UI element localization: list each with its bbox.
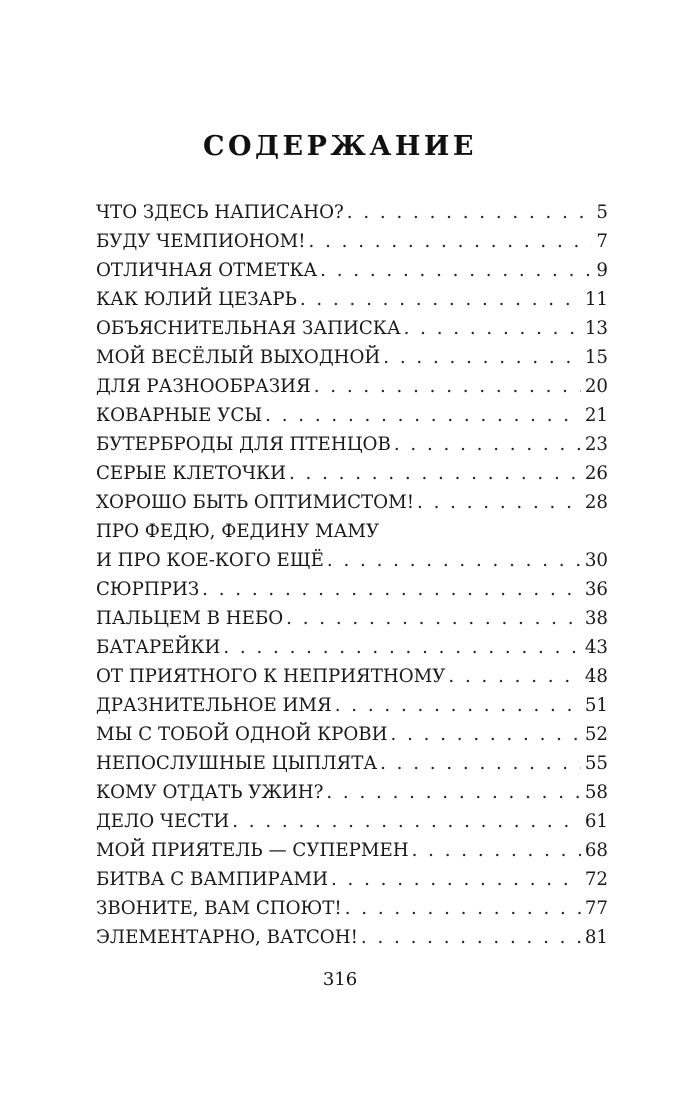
dot-leader	[202, 575, 581, 604]
toc-entry-title: КОВАРНЫЕ УСЫ	[96, 401, 265, 430]
toc-entry-page: 77	[584, 898, 608, 919]
toc-entry	[96, 285, 608, 314]
toc-entry-page: 55	[584, 753, 608, 774]
toc-entry	[96, 865, 608, 894]
dot-leader	[300, 285, 581, 314]
toc-entry-page: 72	[584, 869, 608, 890]
toc-entry	[96, 836, 608, 865]
toc-entry-title: БУДУ ЧЕМПИОНОМ!	[96, 227, 309, 256]
dot-leader	[331, 865, 581, 894]
dot-leader	[361, 923, 581, 952]
dot-leader	[314, 372, 581, 401]
toc-entry-title-first-line	[96, 517, 608, 546]
page-title: СОДЕРЖАНИЕ	[203, 131, 477, 163]
page-number: 316	[322, 969, 358, 990]
toc-entry-page: 11	[584, 289, 608, 310]
toc-entry-page: 58	[584, 782, 608, 803]
toc-entry	[96, 604, 608, 633]
dot-leader	[327, 546, 581, 575]
toc-entry	[96, 720, 608, 749]
dot-leader	[335, 691, 581, 720]
toc-entry	[96, 807, 608, 836]
dot-leader	[347, 198, 593, 227]
toc-entry	[96, 430, 608, 459]
toc-entry-page: 51	[584, 695, 608, 716]
toc-entry	[96, 314, 608, 343]
dot-leader	[326, 778, 580, 807]
toc-entry-page: 23	[584, 434, 608, 455]
dot-leader	[380, 749, 581, 778]
toc-entry-title-line1: ПРО ФЕДЮ, ФЕДИНУ МАМУ	[96, 521, 380, 542]
dot-leader	[320, 256, 592, 285]
toc-entry-page: 28	[584, 492, 608, 513]
toc-entry-title: ХОРОШО БЫТЬ ОПТИМИСТОМ!	[96, 488, 417, 517]
toc-entry-page: 7	[596, 231, 608, 252]
toc-entry-title: НЕПОСЛУШНЫЕ ЦЫПЛЯТА	[96, 749, 380, 778]
toc-entry	[96, 401, 608, 430]
dot-leader	[232, 807, 581, 836]
toc-entry-page: 9	[596, 260, 608, 281]
toc-entry-page: 5	[596, 202, 608, 223]
toc-entry-title: МОЙ ВЕСЁЛЫЙ ВЫХОДНОЙ	[96, 343, 383, 372]
toc-entry-page: 20	[584, 376, 608, 397]
toc-entry-page: 48	[584, 666, 608, 687]
toc-entry-page: 21	[584, 405, 608, 426]
toc-entry-title: БАТАРЕЙКИ	[96, 633, 223, 662]
toc-entry-title: БИТВА С ВАМПИРАМИ	[96, 865, 331, 894]
toc-entry-title: ЗВОНИТЕ, ВАМ СПОЮТ!	[96, 894, 345, 923]
toc-entry-title: ОБЪЯСНИТЕЛЬНАЯ ЗАПИСКА	[96, 314, 404, 343]
toc-entry-page: 61	[584, 811, 608, 832]
toc-entry-title: МЫ С ТОБОЙ ОДНОЙ КРОВИ	[96, 720, 391, 749]
toc-entry-page: 38	[584, 608, 608, 629]
toc-entry-title: СЕРЫЕ КЛЕТОЧКИ	[96, 459, 289, 488]
toc-entry-page: 81	[584, 927, 608, 948]
dot-leader	[383, 343, 581, 372]
toc-entry-title: ОТ ПРИЯТНОГО К НЕПРИЯТНОМУ	[96, 662, 448, 691]
dot-leader	[448, 662, 580, 691]
toc-entry-title: ДЛЯ РАЗНООБРАЗИЯ	[96, 372, 314, 401]
toc-entry-title: КОМУ ОТДАТЬ УЖИН?	[96, 778, 326, 807]
dot-leader	[417, 488, 581, 517]
dot-leader	[289, 459, 581, 488]
toc-entry	[96, 227, 608, 256]
toc-entry	[96, 256, 608, 285]
dot-leader	[223, 633, 580, 662]
toc-entry-title: ЭЛЕМЕНТАРНО, ВАТСОН!	[96, 923, 361, 952]
dot-leader	[412, 836, 581, 865]
toc-entry-title: БУТЕРБРОДЫ ДЛЯ ПТЕНЦОВ	[96, 430, 394, 459]
toc-entry	[96, 372, 608, 401]
toc-entry-page: 15	[584, 347, 608, 368]
toc-entry-page: 13	[584, 318, 608, 339]
toc-entry	[96, 691, 608, 720]
toc-entry-title: ПАЛЬЦЕМ В НЕБО	[96, 604, 286, 633]
toc-entry-page: 68	[584, 840, 608, 861]
dot-leader	[394, 430, 581, 459]
toc-entry-title: ДРАЗНИТЕЛЬНОЕ ИМЯ	[96, 691, 335, 720]
dot-leader	[391, 720, 581, 749]
toc-entry-page: 26	[584, 463, 608, 484]
toc-entry	[96, 778, 608, 807]
toc-entry-page: 30	[584, 550, 608, 571]
toc-entry	[96, 923, 608, 952]
toc-entry	[96, 662, 608, 691]
dot-leader	[286, 604, 581, 633]
dot-leader	[345, 894, 581, 923]
dot-leader	[309, 227, 593, 256]
toc-entry-title: И ПРО КОЕ-КОГО ЕЩЁ	[96, 546, 327, 575]
toc-entry-title: КАК ЮЛИЙ ЦЕЗАРЬ	[96, 285, 300, 314]
toc-entry-title: ОТЛИЧНАЯ ОТМЕТКА	[96, 256, 320, 285]
toc-entry-title: ДЕЛО ЧЕСТИ	[96, 807, 232, 836]
table-of-contents	[96, 198, 608, 952]
toc-entry	[96, 459, 608, 488]
toc-entry	[96, 894, 608, 923]
toc-entry	[96, 749, 608, 778]
dot-leader	[265, 401, 581, 430]
toc-entry	[96, 546, 608, 575]
dot-leader	[404, 314, 581, 343]
toc-entry	[96, 575, 608, 604]
toc-entry-title: МОЙ ПРИЯТЕЛЬ — СУПЕРМЕН	[96, 836, 412, 865]
toc-entry	[96, 633, 608, 662]
toc-entry	[96, 488, 608, 517]
toc-entry-page: 52	[584, 724, 608, 745]
toc-entry-page: 43	[584, 637, 608, 658]
toc-entry-title: ЧТО ЗДЕСЬ НАПИСАНО?	[96, 198, 347, 227]
toc-entry-title: СЮРПРИЗ	[96, 575, 202, 604]
toc-entry	[96, 198, 608, 227]
toc-entry	[96, 343, 608, 372]
toc-entry-page: 36	[584, 579, 608, 600]
